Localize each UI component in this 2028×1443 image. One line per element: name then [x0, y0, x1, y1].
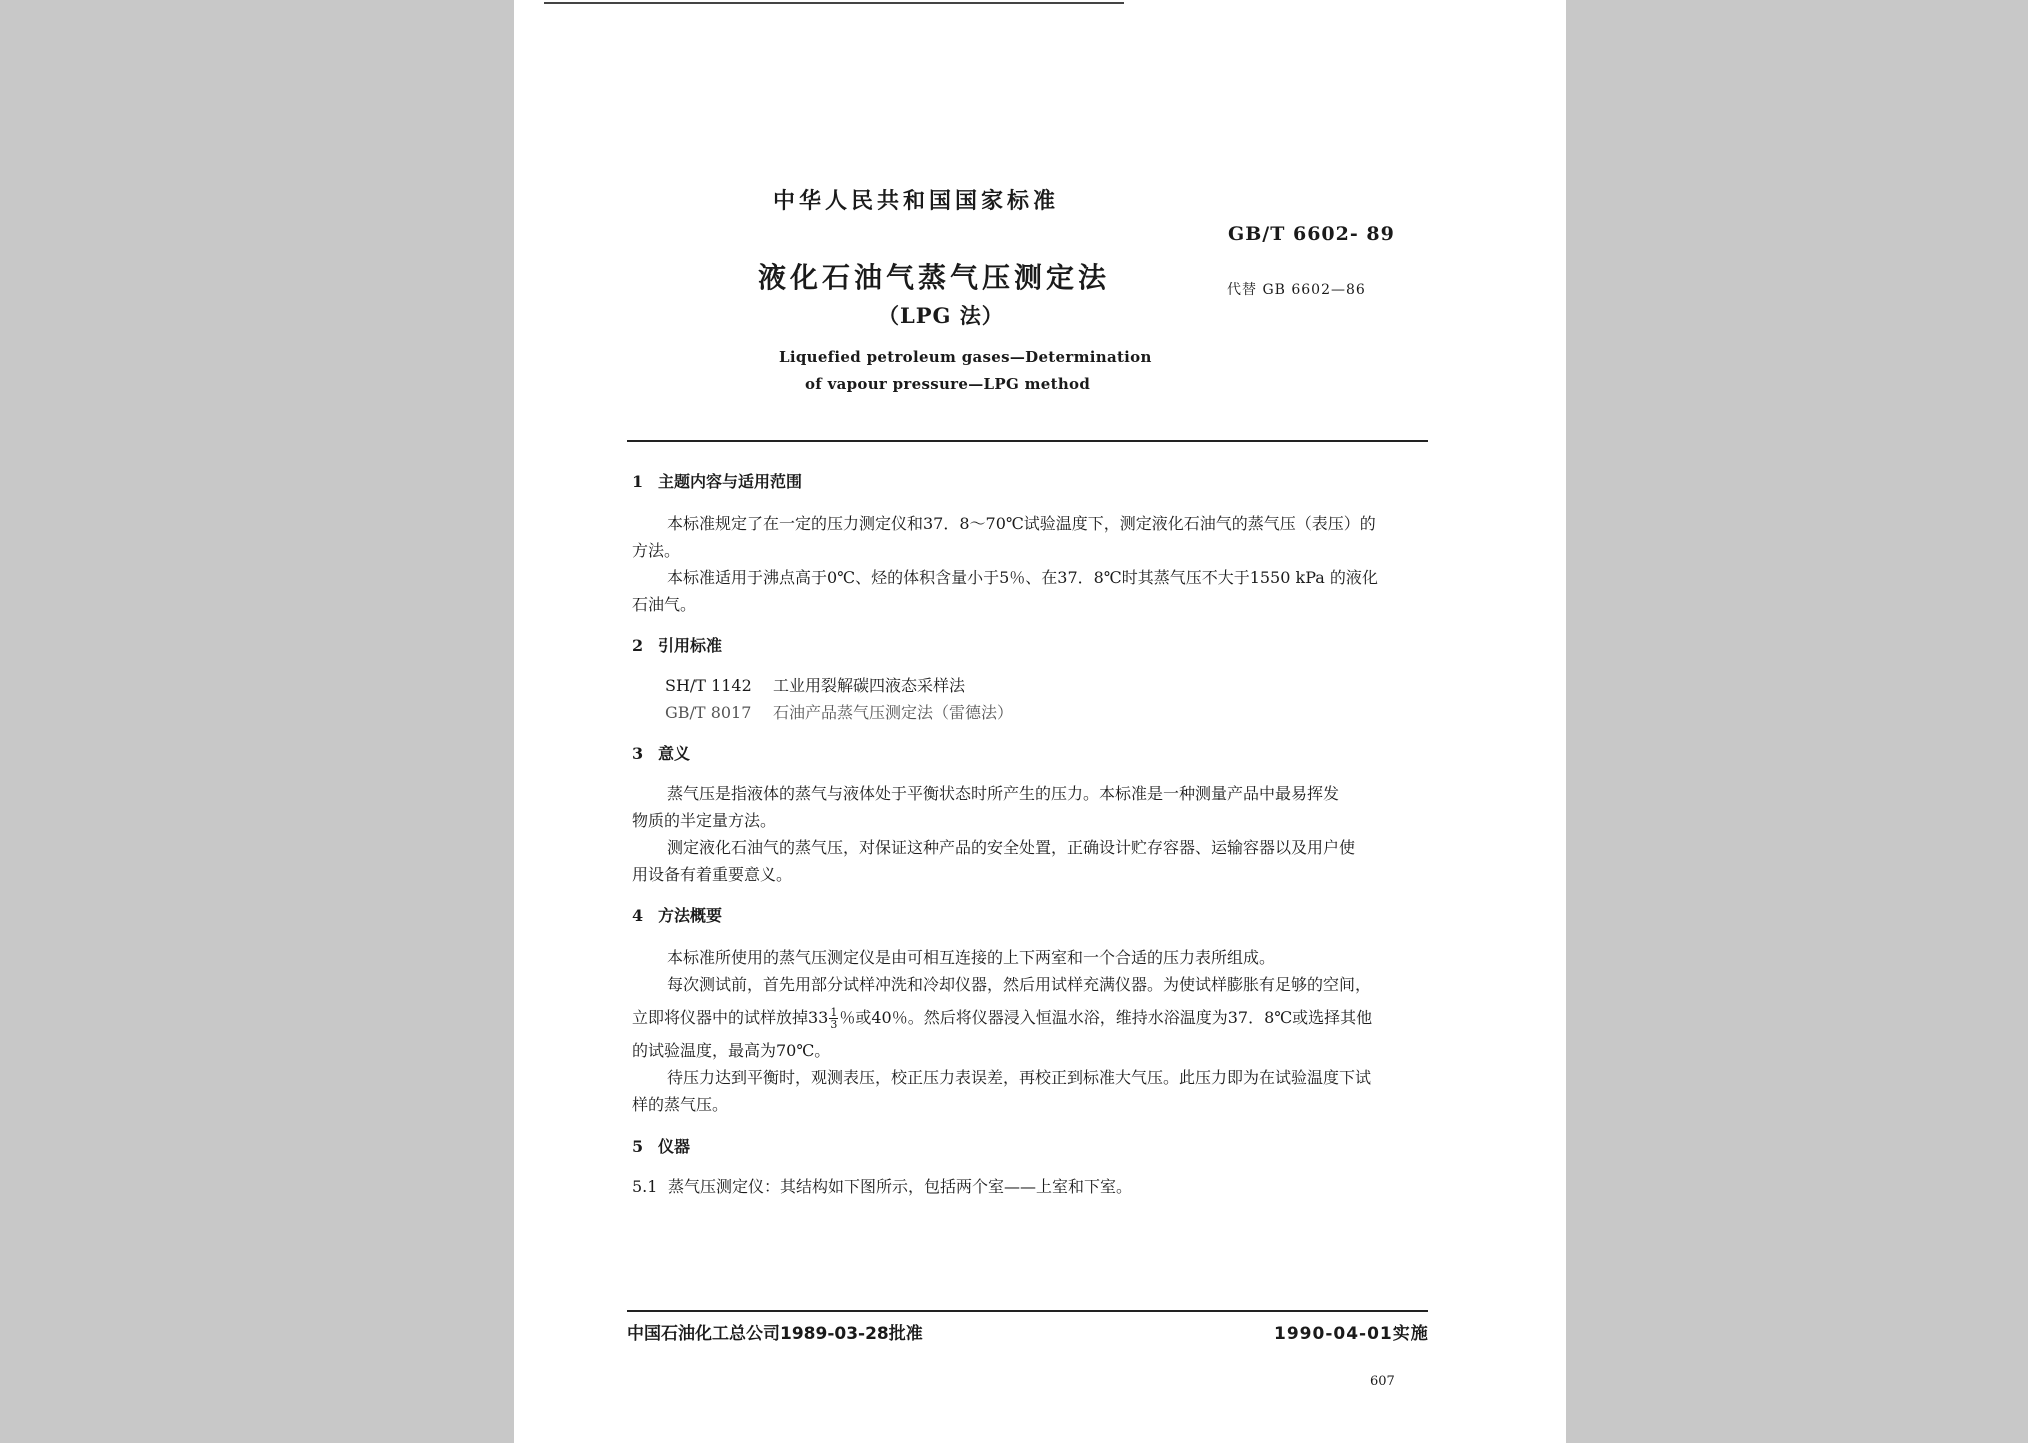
footer-divider [627, 1310, 1428, 1312]
paragraph-line: 测定液化石油气的蒸气压，对保证这种产品的安全处置，正确设计贮存容器、运输容器以及用户使 [667, 838, 1356, 857]
approval-note: 中国石油化工总公司1989-03-28批准 [627, 1324, 923, 1344]
section-number: 1 [632, 472, 644, 491]
english-title-line2: of vapour pressure—LPG method [805, 375, 1091, 393]
fraction-numerator: 1 [830, 1006, 838, 1019]
reference-code: SH/T 1142 [665, 676, 752, 695]
fraction [829, 1007, 838, 1030]
reference-entry [665, 700, 1013, 723]
paragraph-line: 待压力达到平衡时，观测表压，校正压力表误差，再校正到标准大气压。此压力即为在试验温度下试 [667, 1068, 1372, 1087]
document-page [514, 0, 1566, 1443]
section-title: 意义 [658, 744, 691, 763]
paragraph-line: 本标准所使用的蒸气压测定仪是由可相互连接的上下两室和一个合适的压力表所组成。 [667, 948, 1276, 967]
top-rule [544, 2, 1124, 4]
paragraph-line: 样的蒸气压。 [632, 1095, 729, 1114]
section-4-heading [632, 903, 722, 926]
paragraph-line: 每次测试前，首先用部分试样冲洗和冷却仪器，然后用试样充满仪器。为使试样膨胀有足够的空间， [667, 975, 1372, 994]
reference-title: 石油产品蒸气压测定法（雷德法） [773, 703, 1014, 722]
paragraph-line: 用设备有着重要意义。 [632, 865, 793, 884]
section-number: 5 [632, 1137, 644, 1156]
english-title-line1: Liquefied petroleum gases—Determination [779, 348, 1152, 366]
paragraph-line: 本标准适用于沸点高于0℃、烃的体积含量小于5％、在37．8℃时其蒸气压不大于1550 kPa 的液化 [667, 568, 1378, 587]
fraction-denominator: 3 [830, 1018, 838, 1031]
header-divider [627, 440, 1428, 442]
paragraph-line: 的试验温度，最高为70℃。 [632, 1041, 831, 1060]
section-3-heading [632, 741, 690, 764]
effective-date: 1990-04-01实施 [1274, 1324, 1429, 1344]
paragraph-line: 石油气。 [632, 595, 697, 614]
text-fragment: ％或40％。然后将仪器浸入恒温水浴，维持水浴温度为37．8℃或选择其他 [839, 1008, 1373, 1027]
paragraph-line-with-fraction [632, 1005, 1372, 1030]
paragraph-line: 蒸气压是指液体的蒸气与液体处于平衡状态时所产生的压力。本标准是一种测量产品中最易挥发 [667, 784, 1340, 803]
section-5-heading [632, 1134, 690, 1157]
reference-entry [665, 673, 965, 696]
section-number: 2 [632, 636, 644, 655]
section-title: 方法概要 [658, 906, 723, 925]
paragraph-line: 物质的半定量方法。 [632, 811, 777, 830]
section-title: 仪器 [658, 1137, 691, 1156]
section-title: 引用标准 [658, 636, 723, 655]
paragraph-line: 本标准规定了在一定的压力测定仪和37．8～70℃试验温度下，测定液化石油气的蒸气压（表压）的 [667, 514, 1376, 533]
document-subtitle: （LPG 法） [878, 303, 1004, 328]
subsection-number: 5.1 [632, 1177, 658, 1196]
section-number: 4 [632, 906, 644, 925]
national-standard-heading: 中华人民共和国国家标准 [773, 189, 1060, 214]
reference-title: 工业用裂解碳四液态采样法 [773, 676, 966, 695]
reference-code: GB/T 8017 [665, 703, 752, 722]
paragraph-line: 方法。 [632, 541, 681, 560]
page-number: 607 [1370, 1374, 1395, 1389]
subsection-5-1 [632, 1174, 1132, 1197]
section-2-heading [632, 633, 722, 656]
document-title: 液化石油气蒸气压测定法 [758, 261, 1111, 294]
section-title: 主题内容与适用范围 [658, 472, 803, 491]
replaces-note: 代替 GB 6602—86 [1227, 282, 1366, 298]
subsection-text: 蒸气压测定仪：其结构如下图所示，包括两个室——上室和下室。 [668, 1177, 1133, 1196]
text-fragment: 立即将仪器中的试样放掉33 [632, 1008, 829, 1027]
section-number: 3 [632, 744, 644, 763]
standard-code: GB/T 6602- 89 [1228, 223, 1395, 245]
section-1-heading [632, 469, 802, 492]
